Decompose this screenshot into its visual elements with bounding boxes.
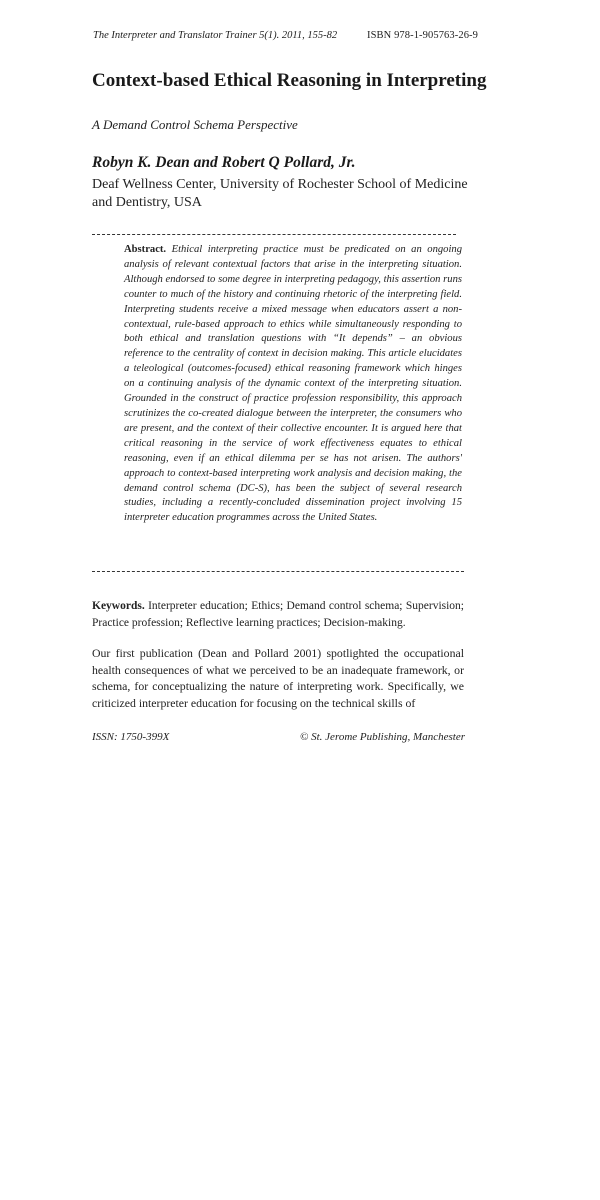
isbn: ISBN 978-1-905763-26-9 bbox=[367, 30, 478, 41]
abstract-label: Abstract. bbox=[124, 244, 167, 255]
authors: Robyn K. Dean and Robert Q Pollard, Jr. bbox=[92, 154, 356, 171]
body-paragraph: Our first publication (Dean and Pollard 2001) spotlighted the occupational health consequences of what we perceived to be an inadequate framework, or schema, for conceptualizing the nature of interpreting work. Specifically, we criticized interpreter education for focusing on the technical skills of bbox=[92, 646, 464, 710]
issn: ISSN: 1750-399X bbox=[92, 731, 170, 743]
publisher: © St. Jerome Publishing, Manchester bbox=[300, 731, 465, 743]
article-title: Context-based Ethical Reasoning in Interpreting bbox=[92, 70, 487, 91]
abstract-top-rule bbox=[92, 234, 456, 235]
keywords bbox=[92, 598, 464, 631]
abstract-text: Ethical interpreting practice must be predicated on an ongoing analysis of relevant contextual factors that arise in the interpreting situation. Although endorsed to some degree in interpreting pedagogy, this assertion runs counter to much of the history and continuing rhetoric of the interpreting field. Interpreting students receive a mixed message when educators assert a non-contextual, rule-based approach to ethics while simultaneously responding to both ethical and translation questions with “It depends” – an obvious reference to the centrality of context in decision making. This article elucidates a teleological (outcomes-focused) ethical reasoning framework which hinges on a continuing analysis of the dynamic context of the interpreting situation. Grounded in the construct of practice profession responsibility, this approach scrutinizes the co-created dialogue between the interpreter, the consumers who are present, and the context of their collective encounter. It is argued here that critical reasoning in the service of work effectiveness equates to ethical reasoning, even if an ethical dilemma per se has not arisen. The authors' approach to context-based interpreting work analysis and decision making, the demand control schema (DC-S), has been the subject of several research studies, including a recently-concluded dissemination project involving 15 interpreter education programmes across the United States. bbox=[124, 244, 462, 524]
page-footer bbox=[92, 731, 465, 743]
keywords-label: Keywords. bbox=[92, 600, 145, 612]
article-subtitle: A Demand Control Schema Perspective bbox=[92, 117, 298, 132]
abstract bbox=[124, 243, 462, 526]
running-header bbox=[93, 30, 478, 41]
affiliation: Deaf Wellness Center, University of Rochester School of Medicine and Dentistry, USA bbox=[92, 177, 468, 210]
abstract-bottom-rule bbox=[92, 571, 464, 572]
journal-citation: The Interpreter and Translator Trainer 5(1). 2011, 155-82 bbox=[93, 30, 338, 41]
keywords-text: Interpreter education; Ethics; Demand control schema; Supervision; Practice profession; Reflective learning practices; Decision-making. bbox=[92, 600, 464, 629]
